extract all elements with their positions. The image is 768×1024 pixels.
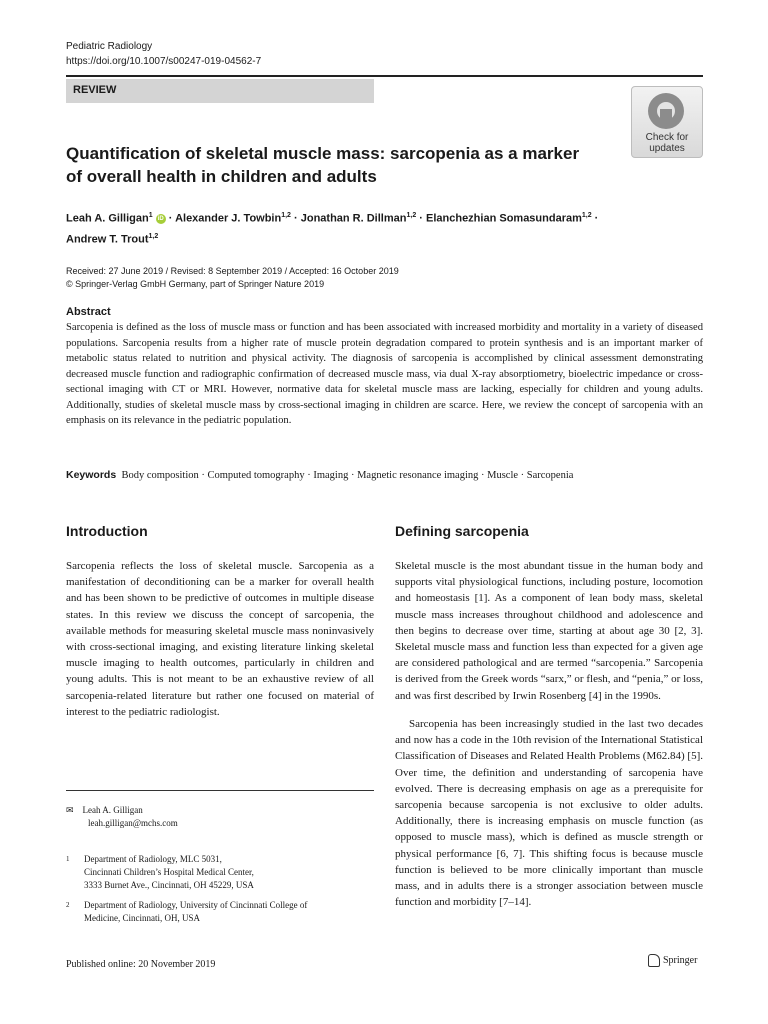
check-updates-line2: updates bbox=[649, 143, 685, 154]
affiliation-line: Department of Radiology, MLC 5031, bbox=[84, 854, 222, 864]
introduction-paragraph: Sarcopenia reflects the loss of skeletal muscle. Sarcopenia as a manifestation of deconditioning can be a marker for overall health and has been shown to be predictive of outcomes in multiple disease states. In this review we discuss the concept of sarcopenia, the available methods for measuring skeletal muscle mass noninvasively with cross-sectional imaging, and existing literature linking skeletal muscle imaging to health outcomes, particularly in children and young adults. This is not meant to be an exhaustive review of all sarcopenia-related literature but rather one focused on material of interest to the pediatric radiologist. bbox=[66, 560, 374, 718]
header-rule bbox=[66, 75, 703, 77]
affiliation-number: 1 bbox=[66, 855, 70, 863]
author-name[interactable]: Elanchezhian Somasundaram bbox=[426, 212, 582, 225]
article-type-label: REVIEW bbox=[73, 84, 117, 96]
publisher-logo bbox=[648, 954, 697, 967]
article-type-bar bbox=[66, 79, 374, 103]
abstract-heading: Abstract bbox=[66, 306, 111, 318]
author-name[interactable]: Jonathan R. Dillman bbox=[300, 212, 407, 225]
article-dates: Received: 27 June 2019 / Revised: 8 September 2019 / Accepted: 16 October 2019 bbox=[66, 266, 399, 276]
affiliation-line: Medicine, Cincinnati, OH, USA bbox=[84, 913, 200, 923]
introduction-heading: Introduction bbox=[66, 523, 148, 539]
affiliation-line: Department of Radiology, University of Cincinnati College of bbox=[84, 900, 308, 910]
correspondence-email[interactable]: leah.gilligan@mchs.com bbox=[88, 818, 178, 828]
check-updates-line1: Check for bbox=[645, 132, 689, 143]
doi-link[interactable]: https://doi.org/10.1007/s00247-019-04562-7 bbox=[66, 56, 262, 67]
affiliation-line: 3333 Burnet Ave., Cincinnati, OH 45229, USA bbox=[84, 880, 254, 890]
footnote-rule bbox=[66, 790, 374, 791]
keywords bbox=[66, 468, 706, 483]
correspondence bbox=[66, 804, 374, 830]
author-affiliation: 1,2 bbox=[406, 212, 417, 219]
published-online-date: Published online: 20 November 2019 bbox=[66, 959, 216, 970]
keywords-list: Body composition · Computed tomography · Imaging · Magnetic resonance imaging · Muscle · Sarcopenia bbox=[121, 470, 574, 481]
affiliation-line: Cincinnati Children’s Hospital Medical Center, bbox=[84, 867, 254, 877]
journal-name: Pediatric Radiology bbox=[66, 41, 153, 52]
author-affiliation: 1,2 bbox=[281, 212, 291, 219]
author-name[interactable]: Alexander J. Towbin bbox=[175, 212, 282, 225]
author-affiliation: 1 bbox=[148, 212, 153, 219]
author-affiliation: 1,2 bbox=[148, 232, 159, 240]
keywords-label: Keywords bbox=[66, 469, 117, 481]
defining-sarcopenia-heading: Defining sarcopenia bbox=[395, 523, 529, 539]
article-title bbox=[66, 142, 626, 188]
publisher-name: Springer bbox=[663, 954, 698, 966]
defining-paragraph-1: Skeletal muscle is the most abundant tissue in the human body and supports vital physiological functions, including posture, locomotion and homeostasis [1]. As a component of lean body mass, skeletal muscle mass increases throughout childhood and adolescence and then begins to decrease over time, starting at about age 30 [2, 3]. Skeletal muscle mass and function less than expected for a given age are considered pathological and are termed “sarcopenia.” Sarcopenia is derived from the Greek words “sarx,” or flesh, and “penia,” or loss, and was first described by Irwin Rosenberg [4] in the 1990s. bbox=[395, 560, 703, 702]
envelope-icon: ✉ bbox=[66, 805, 74, 815]
author-name[interactable]: Andrew T. Trout bbox=[66, 233, 149, 246]
correspondence-name: Leah A. Gilligan bbox=[82, 805, 143, 815]
check-for-updates-badge[interactable] bbox=[631, 86, 703, 158]
author-list: Leah A. Gilligan$^1$ iD · Alexander J. Towbin$^{1,2}$ · Jonathan R. Dillman$^{1,2}$ · Elanchezhian Somasundaram$^{1,2}$ · Andrew T. Trout$^{1,2}$ bbox=[66, 212, 599, 246]
author-name[interactable]: Leah A. Gilligan bbox=[66, 212, 149, 225]
defining-paragraph-2: Sarcopenia has been increasingly studied in the last two decades and now has a code in the 10th revision of the International Statistical Classification of Diseases and Related Health Problems (M62.84) [5]. Over time, the definition and understanding of sarcopenia have evolved. There is decreasing emphasis on age as a prerequisite for sarcopenia because sarcopenia is not exclusive to older adults. Additionally, there is increasing emphasis on muscle function (as opposed to muscle mass), which is defined as muscle strength or physical performance [6, 7]. This shifting focus is because muscle function is believed to be more clinically important than muscle mass, and in adults there is a stronger association between muscle function and morbidity [7–14]. bbox=[395, 718, 703, 909]
orcid-icon[interactable]: iD bbox=[157, 215, 164, 222]
title-line-2: of overall health in children and adults bbox=[66, 167, 377, 186]
springer-horse-icon bbox=[648, 954, 660, 967]
bookmark-ribbon-icon bbox=[660, 109, 672, 123]
abstract-text: Sarcopenia is defined as the loss of muscle mass or function and has been associated with increased morbidity and mortality in a variety of diseased populations. Sarcopenia results from a higher rate of muscle protein degradation compared to protein synthesis and is an important marker of metabolic status related to nutrition and physical activity. The diagnosis of sarcopenia is accomplished by clinical assessment demonstrating decreased muscle function and radiographic confirmation of decreased muscle mass, via dual X-ray absorptiometry, bioelectric impedance or cross-sectional imaging with CT or MRI. However, normative data for skeletal muscle mass are lacking, especially for children and young adults. Additionally, studies of skeletal muscle mass by cross-sectional imaging in children are scarce. Here, we review the concept of sarcopenia with an emphasis on its relevance in the pediatric population. bbox=[66, 322, 703, 426]
affiliation-number: 2 bbox=[66, 901, 70, 909]
copyright-notice: © Springer-Verlag GmbH Germany, part of Springer Nature 2019 bbox=[66, 279, 325, 289]
title-line-1: Quantification of skeletal muscle mass: sarcopenia as a marker bbox=[66, 144, 580, 163]
author-affiliation: 1,2 bbox=[581, 212, 592, 219]
